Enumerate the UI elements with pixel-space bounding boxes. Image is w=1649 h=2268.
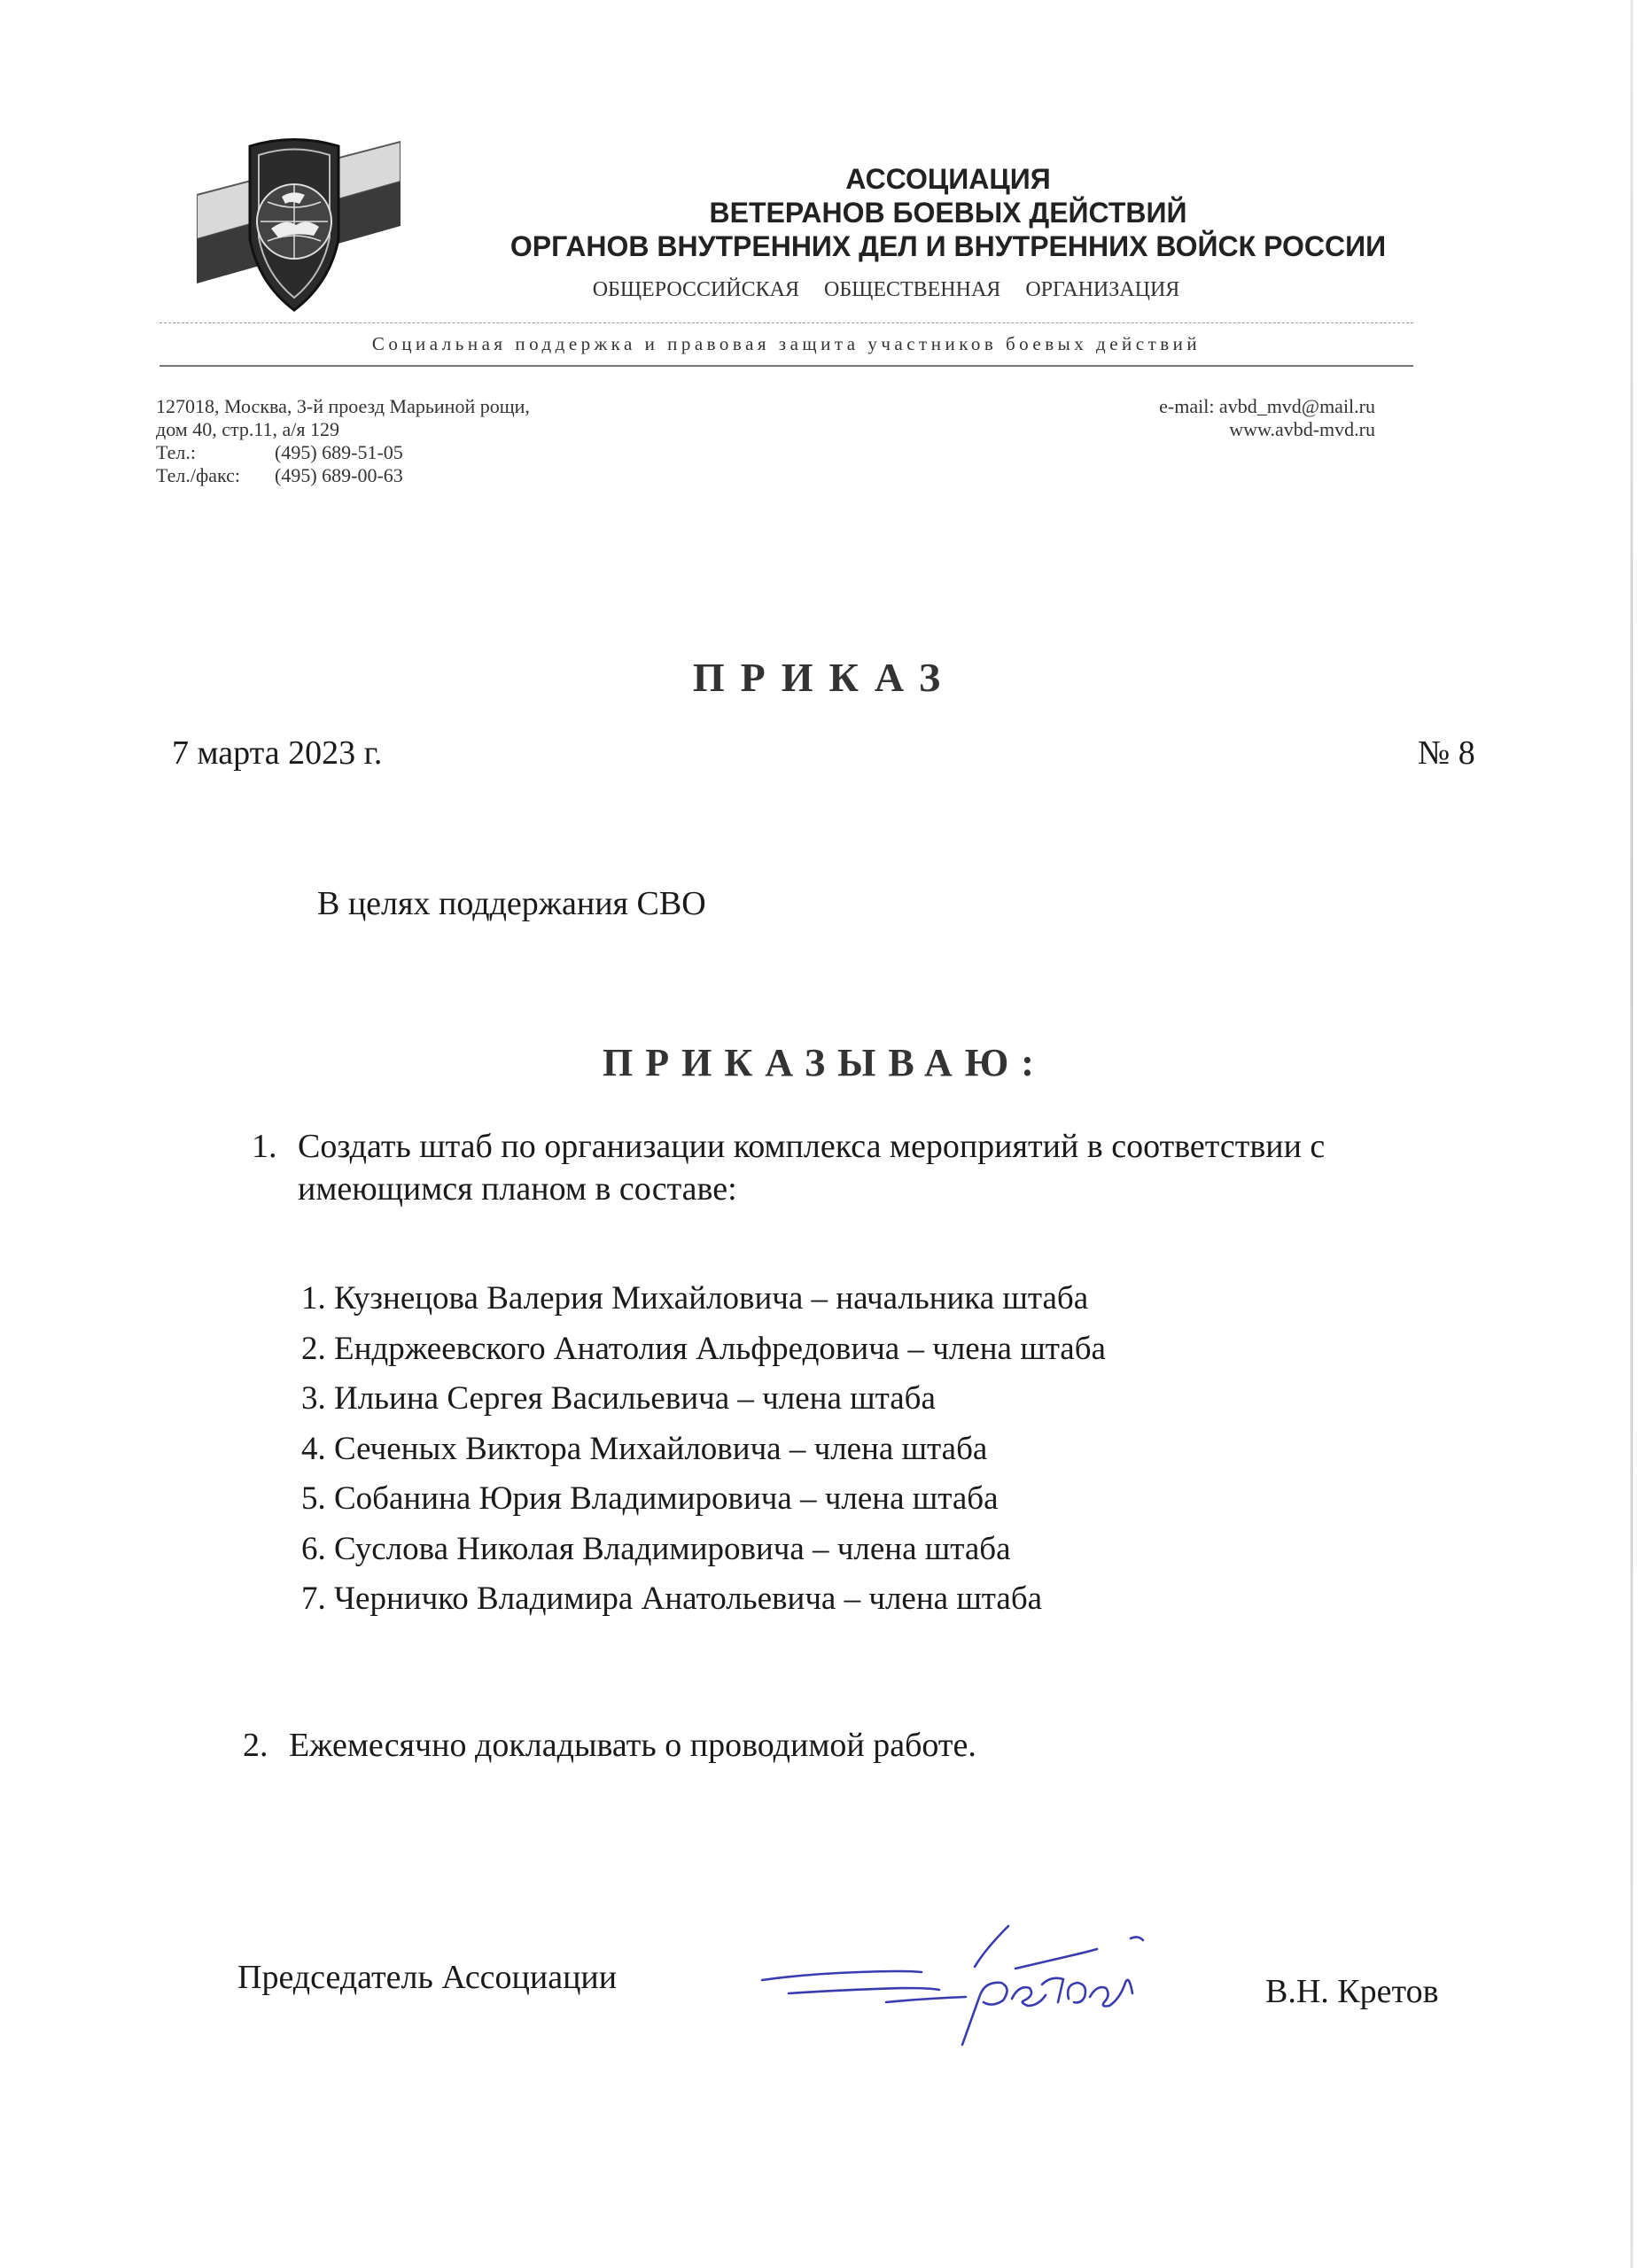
letterhead-tagline: Социальная поддержка и правовая защита участников боевых действий [371, 333, 1202, 354]
item-1-line-1: Создать штаб по организации комплекса мероприятий в соответствии с [298, 1128, 1326, 1165]
org-title-line3: ОРГАНОВ ВНУТРЕННИХ ДЕЛ И ВНУТРЕННИХ ВОЙСК РОССИИ [509, 230, 1387, 262]
item-2-number: 2. [243, 1727, 268, 1764]
website-text: www.avbd-mvd.ru [1229, 418, 1375, 440]
fax-label: Тел./факс: [156, 464, 240, 486]
fax-value: (495) 689-00-63 [275, 464, 403, 486]
phone-value: (495) 689-51-05 [275, 441, 403, 463]
org-title-line1: АССОЦИАЦИЯ [845, 163, 1051, 195]
signatory-title: Председатель Ассоциации [237, 1959, 618, 1996]
list-item: 3. Ильина Сергея Васильевича – члена штаба [301, 1380, 936, 1417]
fax-row [156, 464, 705, 487]
document-preamble: В целях поддержания СВО [317, 885, 706, 922]
phone-row [156, 441, 705, 464]
document-number: № 8 [1418, 734, 1475, 772]
list-item: 7. Черничко Владимира Анатольевича – члена штаба [301, 1581, 1043, 1617]
list-item: 2. Ендржеевского Анатолия Альфредовича – члена штаба [301, 1330, 1106, 1367]
staff-members-list [301, 1274, 1106, 1625]
list-item: 4. Сеченых Виктора Михайловича – члена штаба [301, 1430, 988, 1467]
item-2-text: Ежемесячно докладывать о проводимой работе. [289, 1727, 976, 1764]
item-1-line-2: имеющимся планом в составе: [298, 1170, 737, 1208]
org-title-line2: ВЕТЕРАНОВ БОЕВЫХ ДЕЙСТВИЙ [709, 197, 1187, 229]
phone-label: Тел.: [156, 441, 196, 463]
order-heading: ПРИКАЗЫВАЮ: [603, 1041, 1046, 1084]
order-item-2 [243, 1724, 976, 1767]
email-text: e-mail: avbd_mvd@mail.ru [1159, 395, 1375, 417]
item-1-number: 1. [252, 1128, 277, 1165]
address-line-1: 127018, Москва, 3-й проезд Марьиной рощи, [156, 395, 530, 417]
page-edge [1630, 0, 1633, 2268]
handwritten-signature [753, 1914, 1170, 2055]
letterhead-divider-bottom [159, 365, 1413, 367]
organization-title [390, 162, 1506, 263]
document-title: ПРИКАЗ [692, 655, 957, 700]
list-item: 5. Собанина Юрия Владимировича – члена штаба [301, 1480, 999, 1517]
contact-address-block [156, 395, 705, 487]
association-emblem-logo [197, 133, 401, 315]
contact-online-block [975, 395, 1375, 441]
signatory-name: В.Н. Кретов [1265, 1973, 1439, 2010]
organization-subtitle: ОБЩЕРОССИЙСКАЯ ОБЩЕСТВЕННАЯ ОРГАНИЗАЦИЯ [592, 278, 1180, 301]
address-line-2: дом 40, стр.11, а/я 129 [156, 418, 340, 440]
document-date: 7 марта 2023 г. [172, 734, 383, 772]
list-item: 6. Суслова Николая Владимировича – члена штаба [301, 1530, 1011, 1567]
letterhead-divider-top [159, 322, 1413, 323]
list-item: 1. Кузнецова Валерия Михайловича – начальника штаба [301, 1280, 1089, 1317]
order-item-1 [252, 1125, 1510, 1210]
